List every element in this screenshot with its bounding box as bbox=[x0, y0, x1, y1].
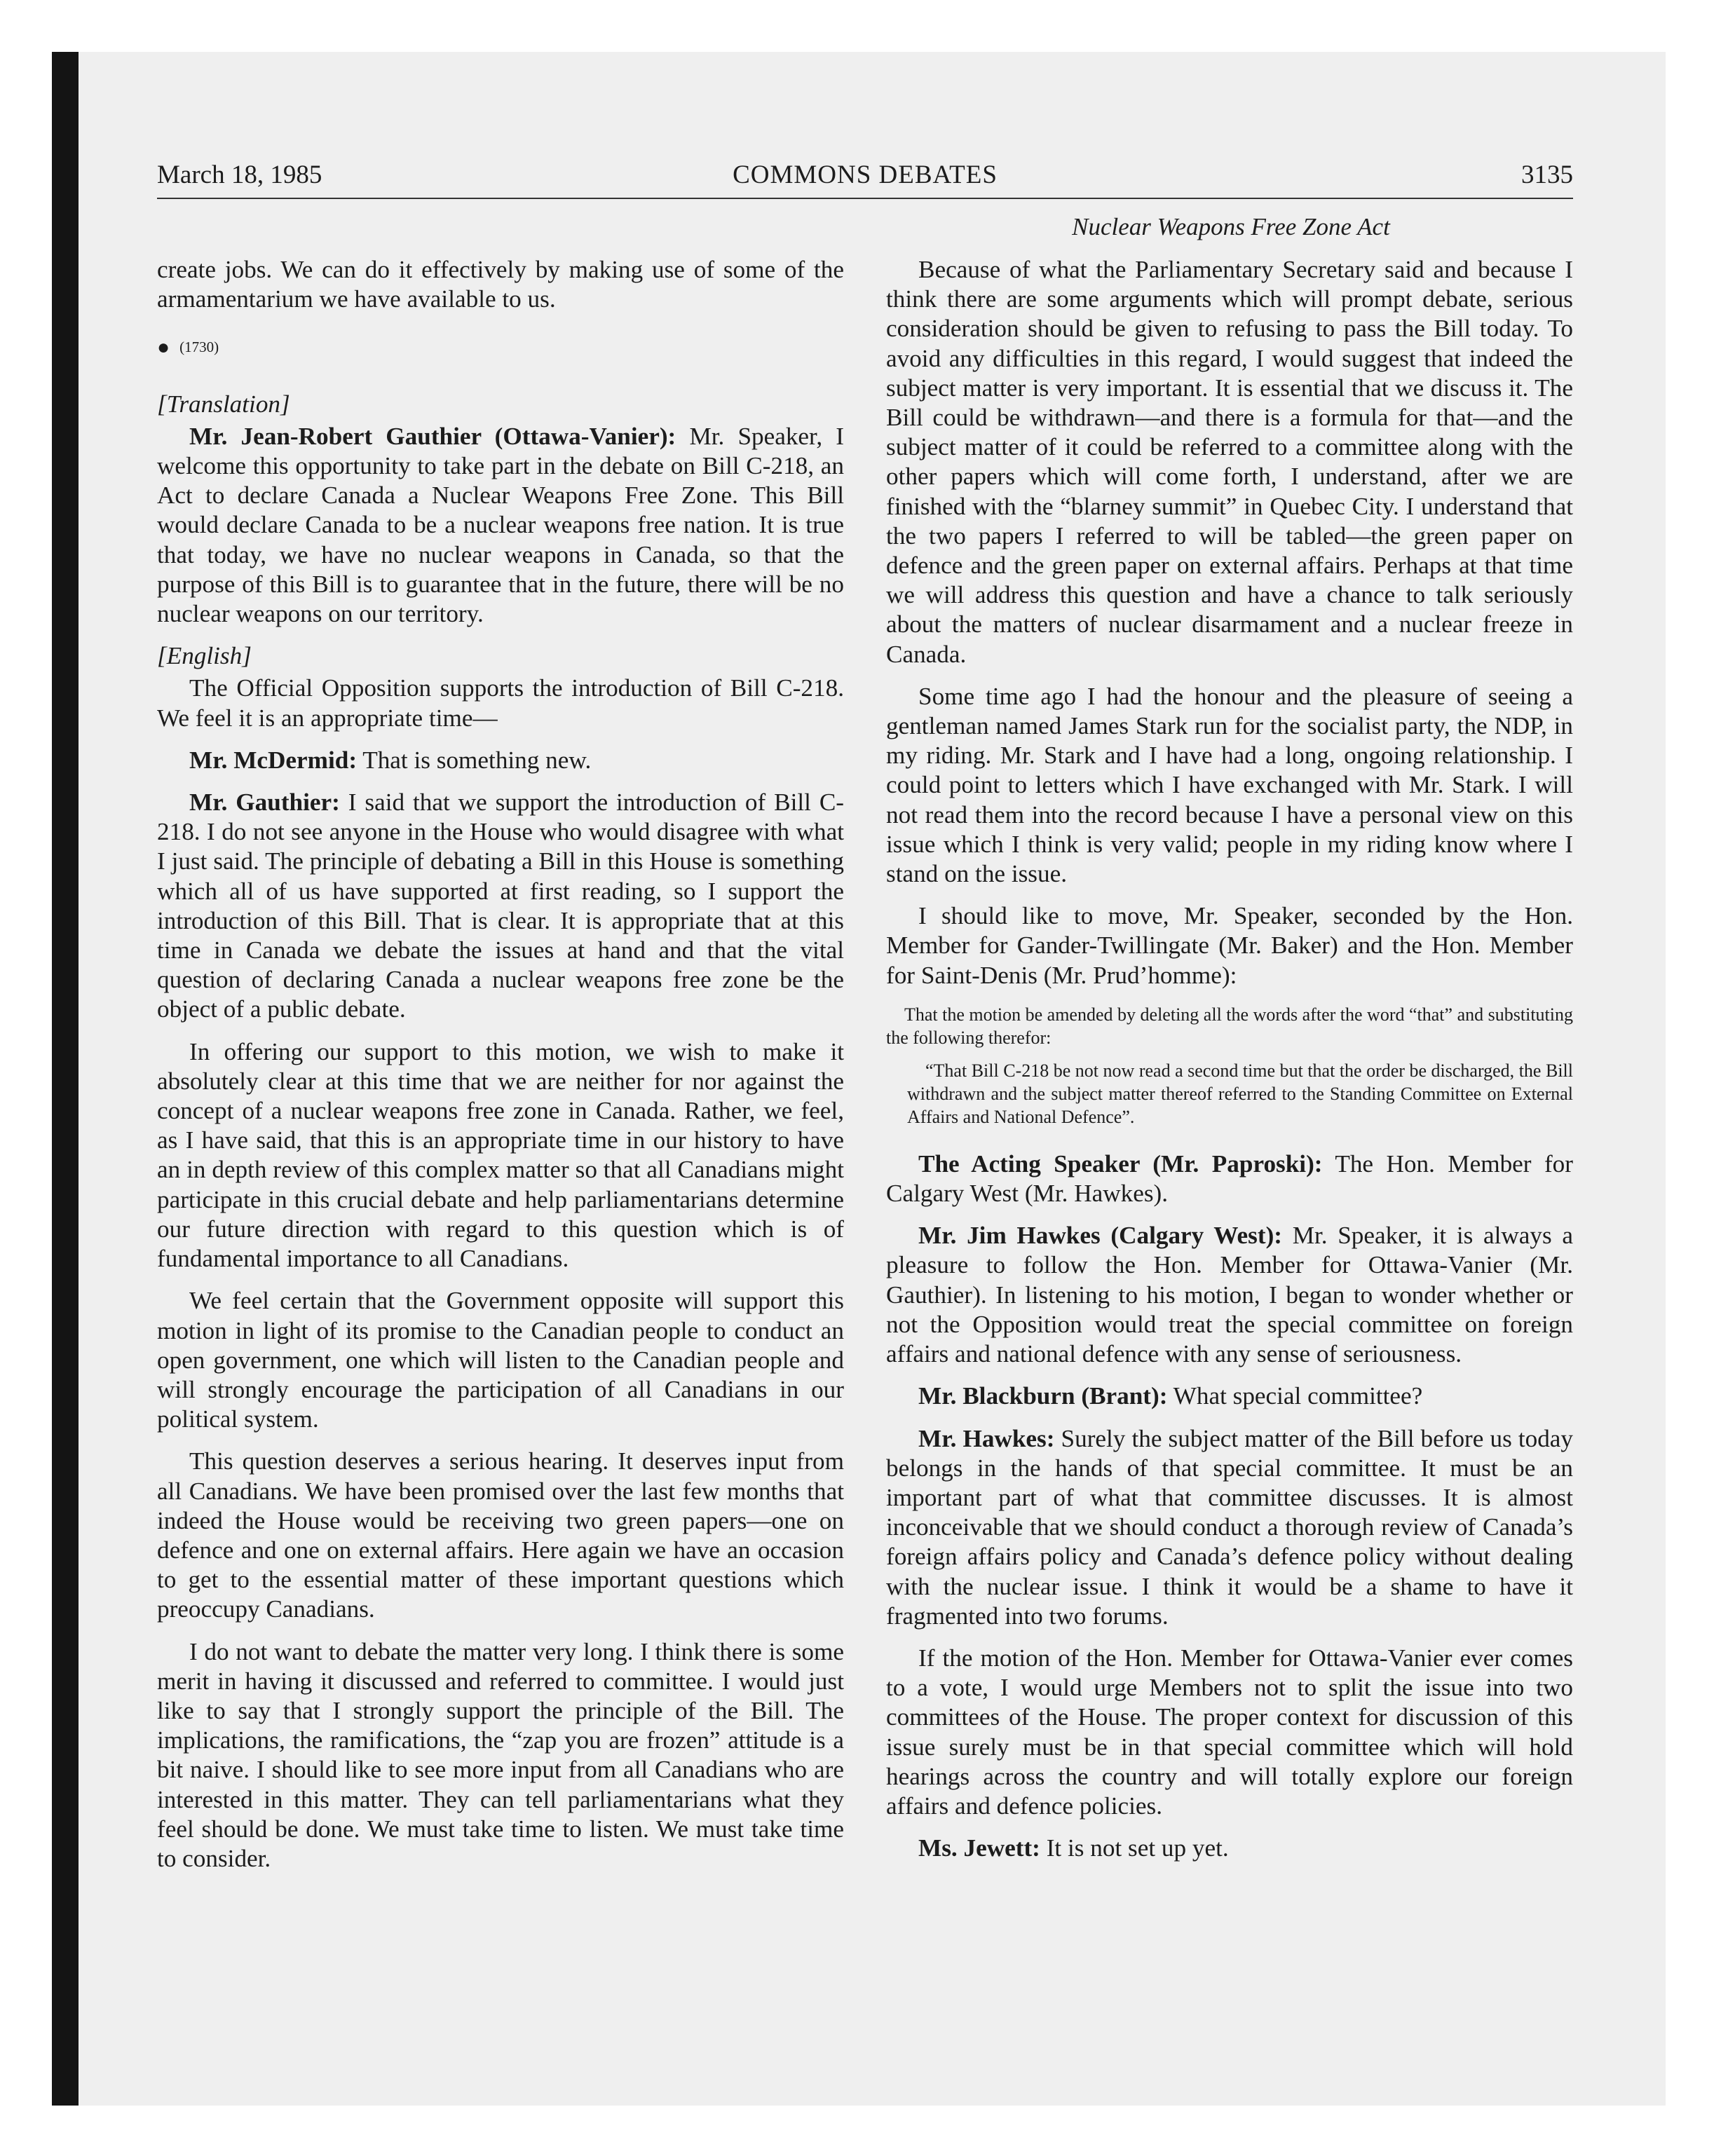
scan-spine-shadow bbox=[52, 52, 79, 2106]
right-column bbox=[886, 255, 1573, 1876]
speech-blackburn bbox=[886, 1381, 1573, 1411]
bullet-icon: ● bbox=[157, 336, 170, 360]
page-header bbox=[157, 158, 1573, 199]
paragraph: If the motion of the Hon. Member for Ottawa-Vanier ever comes to a vote, I would urge Members not to split the issue into two committees of the House. The proper context for discussion of this issue surely must be in that special committee which will hold hearings across the country and will totally explore our foreign affairs and defence policies. bbox=[886, 1644, 1573, 1820]
paragraph: create jobs. We can do it effectively by making use of some of the armamentarium we have available to us. bbox=[157, 256, 844, 313]
translation-label: [Translation] bbox=[157, 390, 290, 418]
header-title: COMMONS DEBATES bbox=[733, 161, 998, 189]
speech-text: It is not set up yet. bbox=[1046, 1834, 1229, 1862]
speaker-name: Mr. Jean-Robert Gauthier (Ottawa-Vanier): bbox=[189, 422, 676, 450]
speech-text: Mr. Speaker, it is always a pleasure to follow the Hon. Member for Ottawa-Vanier (Mr. Gauthier). In listening to his motion, I began to wonder whether or not the Opposition would treat the special committee on foreign affairs and national defence with any sense of seriousness. bbox=[886, 1222, 1574, 1368]
speaker-name: Mr. McDermid: bbox=[189, 746, 358, 774]
speech-acting-speaker bbox=[886, 1149, 1573, 1208]
time-marker bbox=[157, 332, 844, 362]
speech-hawkes bbox=[886, 1221, 1573, 1369]
time-marker-text: (1730) bbox=[179, 339, 219, 356]
paragraph: We feel certain that the Government opposite will support this motion in light of its promise to the Canadian people to conduct an open government, one which will listen to the Canadian people and will strongly encourage the participation of all Canadians in our political system. bbox=[157, 1287, 844, 1433]
paragraph: Some time ago I had the honour and the pleasure of seeing a gentleman named James Stark run for the socialist party, the NDP, in my riding. Mr. Stark and I have had a long, ongoing relationship. I could point to letters which I have exchanged with Mr. Stark. I will not read them into the record because I have a personal view on this issue which I think is very valid; people in my riding know where I stand on the issue. bbox=[886, 682, 1573, 888]
speech-text: Surely the subject matter of the Bill before us today belongs in the hands of that special committee. It must be an important part of what that committee discusses. It is almost inconceivable that we should conduct a thorough review of Canada’s foreign affairs policy and Canada’s defence policy without dealing with the nuclear issue. I think it would be a shame to have it fragmented into two forums. bbox=[886, 1424, 1574, 1630]
speech-text: Mr. Speaker, I welcome this opportunity to take part in the debate on Bill C-218, an Act to declare Canada a Nuclear Weapons Free Zone. This Bill would declare Canada to be a nuclear weapons free nation. It is true that today, we have no nuclear weapons in Canada, so that the purpose of this Bill is to guarantee that in the future, there will be no nuclear weapons on our territory. bbox=[157, 422, 845, 628]
speaker-name: The Acting Speaker (Mr. Paproski): bbox=[918, 1149, 1323, 1178]
speaker-name: Ms. Jewett: bbox=[918, 1834, 1040, 1862]
speech-hawkes-2 bbox=[886, 1424, 1573, 1631]
running-head: Nuclear Weapons Free Zone Act bbox=[1072, 213, 1390, 240]
paragraph: This question deserves a serious hearing. It deserves input from all Canadians. We have been promised over the last few months that indeed the House would be receiving two green papers—one on defence and one on external affairs. Here again we have an occasion to get to the essential matter of these important questions which preoccupy Canadians. bbox=[157, 1447, 844, 1623]
motion-quote: “That Bill C-218 be not now read a second time but that the order be discharged, the Bill withdrawn and the subject matter thereof referred to the Standing Committee on External Affairs and National Defence”. bbox=[907, 1060, 1573, 1127]
speech-text: I said that we support the introduction of Bill C-218. I do not see anyone in the House who would disagree with what I just said. The principle of debating a Bill in this House is something which all of us have supported at first reading, so I support the introduction of this Bill. That is clear. It is appropriate that at this time in Canada we debate the issues at hand and that the vital question of declaring Canada a nuclear weapons free zone be the object of a public debate. bbox=[157, 789, 845, 1023]
header-date: March 18, 1985 bbox=[157, 161, 322, 189]
page-number: 3135 bbox=[1521, 161, 1573, 189]
paragraph: I do not want to debate the matter very long. I think there is some merit in having it discussed and referred to committee. I would just like to say that I strongly support the principle of the Bill. The implications, the ramifications, the “zap you are frozen” attitude is a bit naive. I should like to see more input from all Canadians who are interested in this matter. They can tell parliamentarians what they feel should be done. We must take time to listen. We must take time to consider. bbox=[157, 1637, 844, 1872]
speech-jewett bbox=[886, 1834, 1573, 1863]
paragraph: Because of what the Parliamentary Secretary said and because I think there are some arguments which will prompt debate, serious consideration should be given to refusing to pass the Bill today. To avoid any difficulties in this regard, I would suggest that indeed the subject matter is very important. It is essential that we discuss it. The Bill could be withdrawn—and there is a formula for that—and the subject matter of it could be referred to a committee along with the other papers which will come forth, I understand, after we are finished with the “blarney summit” in Quebec City. I understand that the two papers I referred to will be tabled—the green paper on defence and the green paper on external affairs. Perhaps at that time we will address this question and have a chance to talk seriously about the matters of nuclear disarmament and a nuclear freeze in Canada. bbox=[886, 256, 1573, 668]
paragraph: I should like to move, Mr. Speaker, seconded by the Hon. Member for Gander-Twillingate (Mr. Baker) and the Hon. Member for Saint-Denis (Mr. Prud’homme): bbox=[886, 902, 1573, 989]
speech-mcdermid bbox=[157, 746, 844, 775]
speech-gauthier bbox=[157, 422, 844, 629]
paragraph: The Official Opposition supports the introduction of Bill C-218. We feel it is an appropriate time— bbox=[157, 674, 844, 732]
speaker-name: Mr. Hawkes: bbox=[918, 1424, 1055, 1452]
left-column bbox=[157, 255, 844, 1886]
speech-gauthier-2 bbox=[157, 788, 844, 1025]
speaker-name: Mr. Blackburn (Brant): bbox=[918, 1382, 1168, 1410]
speaker-name: Mr. Jim Hawkes (Calgary West): bbox=[918, 1222, 1283, 1250]
speech-text: That is something new. bbox=[362, 746, 592, 774]
english-label: [English] bbox=[157, 642, 252, 670]
speaker-name: Mr. Gauthier: bbox=[189, 789, 340, 817]
speech-text: What special committee? bbox=[1173, 1382, 1423, 1410]
paragraph: In offering our support to this motion, we wish to make it absolutely clear at this time that we are neither for nor against the concept of a nuclear weapons free zone in Canada. Rather, we feel, as I have said, that this is an appropriate time in our history to have an in depth review of this complex matter so that all Canadians might participate in this crucial debate and help parliamentarians determine our future direction with regard to this question which is of fundamental importance to all Canadians. bbox=[157, 1037, 844, 1273]
speech-text: The Hon. Member for Calgary West (Mr. Hawkes). bbox=[886, 1149, 1573, 1208]
motion-text: That the motion be amended by deleting all the words after the word “that” and substituting the following therefor: bbox=[886, 1004, 1573, 1048]
